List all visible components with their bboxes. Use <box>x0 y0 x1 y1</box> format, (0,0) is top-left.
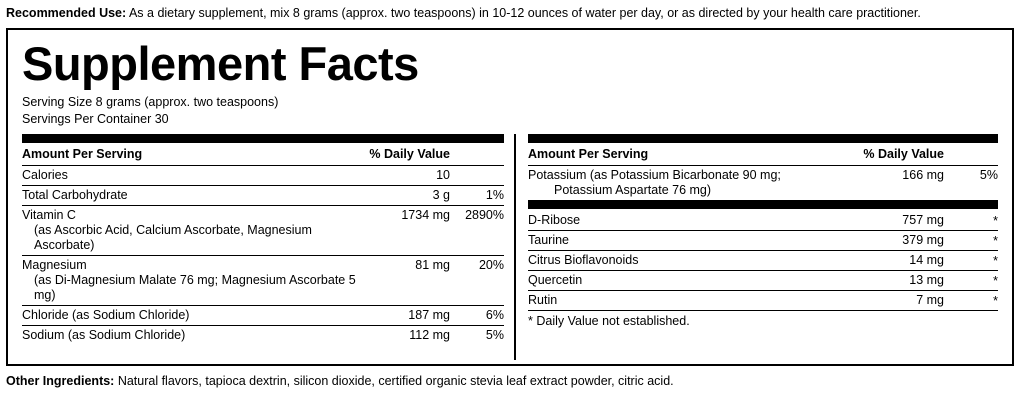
row-dv: * <box>944 211 998 231</box>
supplement-facts-panel <box>6 28 1014 366</box>
row-amount: 166 mg <box>902 168 944 182</box>
left-nutrition-table <box>22 145 504 345</box>
left-nutrition-column <box>22 134 514 360</box>
table-row <box>528 166 998 201</box>
row-name: Chloride (as Sodium Chloride) <box>22 306 369 326</box>
row-name: Quercetin <box>528 271 830 291</box>
right-header-dv: % Daily Value <box>843 145 944 166</box>
table-header-row <box>22 145 504 166</box>
row-dv: * <box>944 271 998 291</box>
row-amount: 7 mg <box>830 291 944 311</box>
row-amount: 14 mg <box>830 251 944 271</box>
row-name-block <box>22 256 369 306</box>
row-dv: 5% <box>485 328 504 342</box>
table-row <box>22 206 504 256</box>
row-dv: 2890% <box>450 206 504 256</box>
left-column-top-bar <box>22 134 504 143</box>
row-name: Sodium (as Sodium Chloride) <box>22 328 186 342</box>
table-row <box>528 231 998 251</box>
right-nutrition-table-top <box>528 145 998 200</box>
table-row <box>22 166 504 186</box>
row-dv: 6% <box>450 306 504 326</box>
table-row <box>22 256 504 306</box>
daily-value-footnote: * Daily Value not established. <box>528 314 690 328</box>
row-amount: 81 mg <box>369 256 450 306</box>
left-header-spacer <box>450 145 504 166</box>
row-amount: 3 g <box>369 186 450 206</box>
row-amount: 13 mg <box>830 271 944 291</box>
table-row <box>22 326 504 346</box>
table-row <box>528 251 998 271</box>
panel-title: Supplement Facts <box>22 37 419 90</box>
row-amount: 10 <box>369 166 450 186</box>
row-amount: 757 mg <box>830 211 944 231</box>
row-dv: * <box>944 251 998 271</box>
row-dv <box>450 166 504 186</box>
table-header-row <box>528 145 998 166</box>
row-dv: 5% <box>979 168 998 182</box>
right-header-spacer <box>944 145 998 166</box>
table-row <box>22 306 504 326</box>
row-name: Total Carbohydrate <box>22 186 369 206</box>
right-column-top-bar <box>528 134 998 143</box>
row-dv: * <box>944 291 998 311</box>
row-name: Rutin <box>528 291 830 311</box>
row-amount: 187 mg <box>369 306 450 326</box>
row-name: D-Ribose <box>528 211 830 231</box>
table-row <box>22 186 504 206</box>
recommended-use-label: Recommended Use: <box>6 6 127 20</box>
serving-size: Serving Size 8 grams (approx. two teaspoons) <box>22 95 279 109</box>
row-name-block <box>22 206 369 256</box>
other-ingredients-label: Other Ingredients: <box>6 374 115 388</box>
row-dv: 20% <box>450 256 504 306</box>
right-nutrition-column <box>516 134 998 360</box>
right-header-amount: Amount Per Serving <box>528 145 843 166</box>
servings-per-container: Servings Per Container 30 <box>22 112 169 126</box>
row-name-block <box>528 166 843 201</box>
row-subtext: (as Ascorbic Acid, Calcium Ascorbate, Magnesium Ascorbate) <box>34 223 312 252</box>
row-name: Taurine <box>528 231 830 251</box>
left-header-dv: % Daily Value <box>369 145 450 166</box>
row-dv: * <box>944 231 998 251</box>
right-column-mid-bar <box>528 200 998 209</box>
row-dv: 1% <box>450 186 504 206</box>
nutrition-columns <box>22 134 998 360</box>
row-name: Vitamin C <box>22 208 76 222</box>
right-nutrition-table-bottom <box>528 211 998 311</box>
row-amount: 1734 mg <box>369 206 450 256</box>
row-subtext: (as Di-Magnesium Malate 76 mg; Magnesium Ascorbate 5 mg) <box>34 273 356 302</box>
row-subtext: Potassium Aspartate 76 mg) <box>554 183 712 197</box>
table-row <box>528 291 998 311</box>
recommended-use-text: As a dietary supplement, mix 8 grams (approx. two teaspoons) in 10-12 ounces of water per day, or as directed by your health care practitioner. <box>126 6 921 20</box>
left-header-amount: Amount Per Serving <box>22 145 369 166</box>
table-row <box>528 271 998 291</box>
other-ingredients-line <box>6 374 1018 389</box>
row-name: Potassium (as Potassium Bicarbonate 90 mg; <box>528 168 781 182</box>
row-name: Magnesium <box>22 258 87 272</box>
row-amount: 112 mg <box>409 328 450 342</box>
row-name: Calories <box>22 166 369 186</box>
row-name: Citrus Bioflavonoids <box>528 251 830 271</box>
recommended-use-line <box>6 6 1018 21</box>
table-row <box>528 211 998 231</box>
other-ingredients-text: Natural flavors, tapioca dextrin, silicon dioxide, certified organic stevia leaf extract powder, citric acid. <box>114 374 674 388</box>
row-amount: 379 mg <box>830 231 944 251</box>
